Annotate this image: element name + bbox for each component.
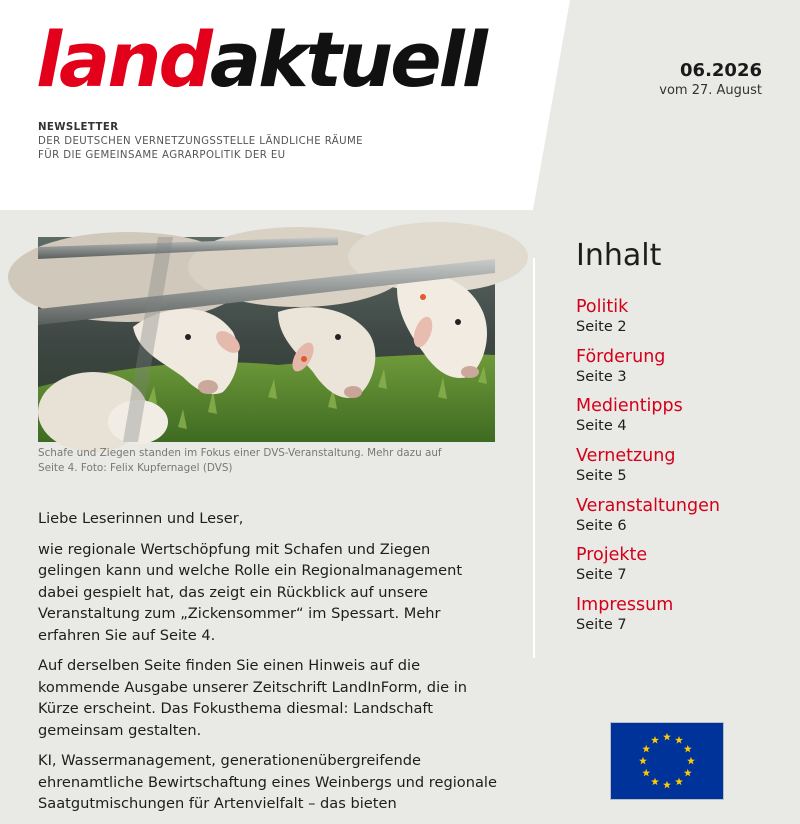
toc-section[interactable]: Veranstaltungen: [576, 495, 720, 516]
eu-star-icon: [639, 757, 647, 765]
toc-page: Seite 4: [576, 418, 627, 435]
toc-page: Seite 2: [576, 319, 627, 335]
eu-star-icon: [651, 736, 659, 744]
issue-number: 06.2026: [680, 60, 762, 81]
paragraph-1: wie regionale Wertschöpfung mit Schafen und Ziegen gelingen kann und welche Rolle ein Regionalmanagement dabei gespielt hat, das zeigt ein Rückblick auf unsere Veranstaltung zum „Zickensommer“ im Spessart. Mehr erfahren Sie auf Seite 4.: [38, 540, 463, 644]
eu-star-icon: [687, 757, 695, 765]
toc-item-impressum[interactable]: [576, 594, 720, 644]
toc-page: Seite 7: [576, 617, 627, 634]
subtitle-newsletter: NEWSLETTER: [38, 122, 119, 133]
paragraph-2: Auf derselben Seite finden Sie einen Hinweis auf die kommende Ausgabe unserer Zeitschrift LandInForm, die in Kürze erscheint. Das Fokusthema diesmal: Landschaft gemeinsam gestalten.: [38, 657, 468, 739]
toc-item-vernetzung[interactable]: [576, 445, 720, 495]
toc-section[interactable]: Politik: [576, 297, 629, 317]
toc-item-veranstaltungen[interactable]: [576, 495, 720, 545]
newsletter-logo[interactable]: [36, 15, 485, 104]
toc-section[interactable]: Vernetzung: [576, 446, 676, 467]
eu-flag-logo: [610, 722, 724, 800]
toc-title: Inhalt: [576, 238, 662, 273]
issue-info: [659, 60, 762, 98]
column-divider: [533, 258, 535, 658]
toc-section[interactable]: Projekte: [576, 545, 648, 566]
toc-item-medientipps[interactable]: [576, 395, 720, 445]
eu-star-icon: [651, 778, 659, 786]
subtitle-line-3: FÜR DIE GEMEINSAME AGRARPOLITIK DER EU: [38, 150, 286, 161]
toc-page: Seite 6: [576, 517, 627, 534]
toc-page: Seite 5: [576, 468, 627, 485]
eu-star-icon: [675, 736, 683, 744]
eu-star-icon: [675, 778, 683, 786]
subtitle-line-2: DER DEUTSCHEN VERNETZUNGSSTELLE LÄNDLICHE RÄUME: [38, 136, 364, 147]
greeting: Liebe Leserinnen und Leser,: [38, 510, 244, 527]
eu-star-icon: [663, 733, 671, 741]
caption-line-1: Schafe und Ziegen standen im Fokus einer DVS-Veranstaltung. Mehr dazu auf: [38, 447, 442, 459]
issue-date: vom 27. August: [659, 83, 762, 98]
logo-part-land: land: [36, 15, 210, 104]
publisher-subtitle: [38, 121, 363, 163]
editorial-article: [38, 508, 498, 824]
toc-section[interactable]: Förderung: [576, 346, 666, 367]
eu-star-icon: [684, 769, 692, 777]
sheep-photo: [38, 237, 495, 442]
toc-section[interactable]: Impressum: [576, 595, 674, 616]
toc-section[interactable]: Medientipps: [576, 396, 683, 417]
eu-stars-icon: [611, 723, 723, 799]
eu-star-icon: [663, 781, 671, 789]
toc-item-foerderung[interactable]: [576, 346, 720, 396]
eu-star-icon: [684, 745, 692, 753]
toc-page: Seite 7: [576, 567, 627, 584]
toc-item-projekte[interactable]: [576, 544, 720, 594]
paragraph-3: KI, Wassermanagement, generationenübergreifende ehrenamtliche Bewirtschaftung eines Weinbergs und regionale Saatgutmischungen für Artenvielfalt – das bieten: [38, 752, 497, 812]
caption-line-2: Seite 4. Foto: Felix Kupfernagel (DVS): [38, 461, 233, 474]
photo-caption: [38, 446, 478, 475]
table-of-contents: [576, 296, 720, 644]
toc-item-politik[interactable]: [576, 296, 720, 346]
logo-part-aktuell: aktuell: [209, 15, 485, 104]
eu-star-icon: [642, 745, 650, 753]
toc-page: Seite 3: [576, 368, 627, 385]
eu-star-icon: [642, 769, 650, 777]
